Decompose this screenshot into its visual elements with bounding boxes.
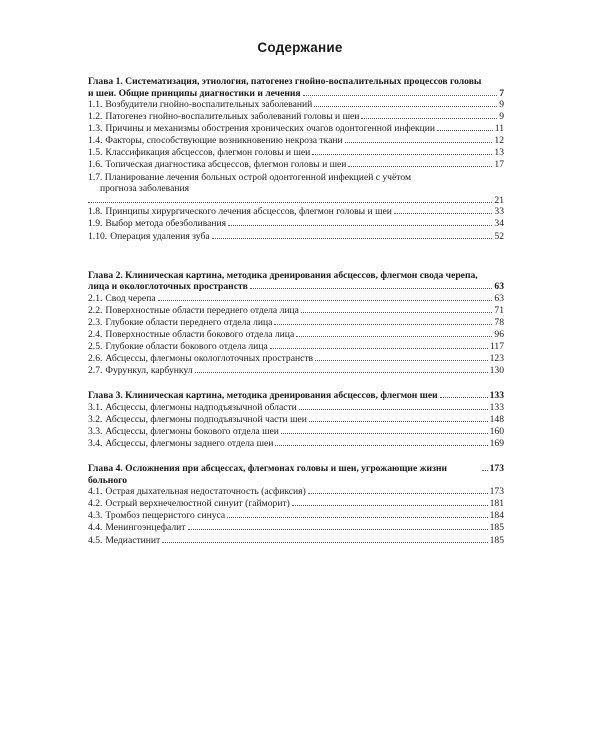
- entry-label: Планирование лечения больных острой одонтогенной инфекцией с учётом: [104, 171, 412, 183]
- entry-page-number: 17: [494, 159, 504, 171]
- toc-entry[interactable]: [88, 231, 504, 243]
- entry-page-number: 169: [489, 438, 504, 450]
- entry-label: Медиастинит: [105, 534, 161, 546]
- entry-number: 1.3.: [88, 123, 103, 135]
- chapter-heading-line1: Глава 3. Клиническая картина, методика дренирования абсцессов, флегмон шеи: [88, 390, 438, 402]
- chapter-page-number: 7: [499, 87, 504, 99]
- entry-page-number: 33: [494, 206, 504, 218]
- entry-label: Классификация абсцессов, флегмон головы и шеи: [105, 147, 311, 159]
- entry-number: 1.4.: [88, 135, 103, 147]
- dot-leader: [274, 323, 492, 325]
- entry-number: 1.2.: [88, 111, 103, 123]
- chapter-heading-line1: Глава 1. Систематизация, этиология, патогенез гнойно-воспалительных процессов головы: [88, 76, 482, 87]
- entry-number: 3.2.: [88, 413, 103, 425]
- entry-page-number: 34: [494, 218, 504, 230]
- dot-leader: [348, 165, 492, 167]
- toc-entry[interactable]: [88, 402, 504, 414]
- entry-number: 1.5.: [88, 147, 103, 159]
- entry-page-number: 63: [494, 292, 504, 304]
- dot-leader: [394, 212, 493, 214]
- entry-label: Патогенез гнойно-воспалительных заболеваний головы и шеи: [105, 111, 360, 123]
- entry-number: 2.5.: [88, 341, 103, 352]
- page-title: Содержание: [257, 40, 343, 55]
- entry-number: 1.6.: [88, 159, 103, 171]
- chapter-3: [88, 390, 504, 450]
- toc-entry[interactable]: [88, 147, 504, 159]
- entry-page-number: 123: [489, 353, 504, 365]
- toc-entry[interactable]: [88, 498, 504, 510]
- entry-number: 1.9.: [88, 218, 103, 230]
- entry-page-number: 160: [489, 425, 504, 437]
- chapter-heading-line1: Глава 2. Клиническая картина, методика дренирования абсцессов, флегмон свода черепа,: [88, 269, 478, 281]
- entry-page-number: 133: [489, 401, 504, 413]
- entry-number: 3.1.: [88, 401, 103, 413]
- toc-entry[interactable]: [88, 535, 504, 547]
- entry-label: Поверхностные области переднего отдела лица: [105, 304, 299, 316]
- entry-label: Выбор метода обезболивания: [105, 218, 227, 230]
- dot-leader: [345, 141, 493, 143]
- dot-leader: [158, 299, 493, 301]
- entry-number: 1.1.: [88, 99, 103, 110]
- toc-entry[interactable]: [88, 206, 504, 218]
- entry-label: Абсцессы, флегмоны бокового отдела шеи: [105, 425, 279, 437]
- entry-label-continuation: прогноза заболевания: [100, 183, 190, 195]
- toc-entry[interactable]: [88, 486, 504, 498]
- entry-number: 4.4.: [88, 522, 103, 534]
- toc-entry[interactable]: [88, 365, 504, 377]
- entry-page-number: 173: [489, 486, 504, 498]
- entry-label: Острый верхнечелюстной синуит (гайморит): [105, 498, 290, 510]
- dot-leader: [250, 287, 493, 289]
- entry-number: 2.2.: [88, 304, 103, 316]
- dot-leader: [227, 516, 487, 518]
- toc-entry[interactable]: [88, 329, 504, 341]
- dot-leader: [303, 94, 498, 96]
- table-of-contents: [88, 76, 504, 560]
- entry-number: 2.6.: [88, 353, 103, 365]
- dot-leader: [275, 444, 487, 446]
- entry-label: Абсцессы, флегмоны надподъязычной области: [105, 401, 297, 413]
- toc-entry[interactable]: [88, 111, 504, 123]
- entry-page-number: 148: [489, 413, 504, 425]
- entry-number: 3.3.: [88, 425, 103, 437]
- chapter-page-number: 63: [494, 281, 504, 293]
- chapter-heading-line2: и шеи. Общие принципы диагностики и лечения: [88, 87, 301, 99]
- toc-entry[interactable]: [88, 317, 504, 329]
- entry-number: 4.2.: [88, 498, 103, 510]
- toc-entry[interactable]: [88, 99, 504, 111]
- toc-entry[interactable]: [88, 123, 504, 135]
- toc-entry[interactable]: [88, 522, 504, 534]
- entry-page-number: 12: [494, 135, 504, 147]
- dot-leader: [482, 469, 488, 471]
- chapter-1: [88, 76, 504, 243]
- chapter-heading[interactable]: [88, 390, 504, 402]
- entry-label: Тромбоз пещеристого синуса: [105, 510, 226, 522]
- entry-label: Острая дыхательная недостаточность (асфиксия): [105, 486, 306, 498]
- toc-entry[interactable]: [88, 510, 504, 522]
- entry-page-number: 185: [489, 534, 504, 546]
- toc-entry[interactable]: [88, 414, 504, 426]
- dot-leader: [188, 528, 488, 530]
- dot-leader: [212, 237, 493, 239]
- toc-entry[interactable]: [88, 172, 504, 207]
- dot-leader: [361, 117, 497, 119]
- dot-leader: [228, 224, 492, 226]
- entry-page-number: 52: [494, 230, 504, 242]
- dot-leader: [437, 129, 493, 131]
- toc-entry[interactable]: [88, 438, 504, 450]
- toc-entry[interactable]: [88, 159, 504, 171]
- chapter-heading[interactable]: [88, 270, 504, 293]
- entry-page-number: 184: [489, 510, 504, 522]
- entry-label: Операция удаления зуба: [110, 230, 210, 242]
- entry-number: 1.10.: [88, 230, 108, 242]
- chapter-4: [88, 463, 504, 546]
- dot-leader: [308, 492, 488, 494]
- entry-label: Факторы, способствующие возникновению некроза ткани: [105, 135, 343, 147]
- entry-label: Менингоэнцефалит: [105, 522, 186, 534]
- entry-label: Абсцессы, флегмоны окологлоточных пространств: [105, 353, 314, 365]
- entry-number: 4.5.: [88, 534, 103, 546]
- toc-entry[interactable]: [88, 135, 504, 147]
- chapter-page-number: 133: [489, 390, 504, 402]
- toc-entry[interactable]: [88, 305, 504, 317]
- chapter-2: [88, 270, 504, 378]
- entry-label: Абсцессы, флегмоны заднего отдела шеи: [105, 438, 274, 450]
- entry-label: Причины и механизмы обострения хронических очагов одонтогенной инфекции: [105, 123, 436, 135]
- chapter-page-number: 173: [489, 463, 504, 475]
- entry-number: 1.8.: [88, 206, 103, 218]
- dot-leader: [299, 408, 488, 410]
- toc-entry[interactable]: [88, 341, 504, 353]
- entry-page-number: 21: [494, 194, 504, 206]
- entry-page-number: 11: [494, 123, 504, 135]
- dot-leader: [162, 541, 487, 543]
- toc-entry[interactable]: [88, 353, 504, 365]
- entry-page-number: 13: [494, 147, 504, 159]
- entry-page-number: 130: [489, 365, 504, 377]
- toc-entry[interactable]: [88, 426, 504, 438]
- entry-number: 2.3.: [88, 316, 103, 328]
- entry-number: 1.7.: [88, 171, 103, 183]
- entry-number: 4.1.: [88, 486, 103, 498]
- entry-page-number: 71: [494, 304, 504, 316]
- dot-leader: [440, 396, 488, 398]
- entry-label: Поверхностные области бокового отдела лица: [105, 328, 295, 340]
- entry-label: Глубокие области бокового отдела лица: [105, 341, 268, 352]
- entry-page-number: 9: [499, 111, 504, 123]
- dot-leader: [88, 201, 492, 203]
- entry-label: Возбудители гнойно-воспалительных заболеваний: [105, 99, 313, 110]
- dot-leader: [296, 335, 492, 337]
- toc-entry[interactable]: [88, 218, 504, 230]
- entry-page-number: 117: [489, 341, 504, 352]
- chapter-heading-line1: Глава 4. Осложнения при абсцессах, флегмонах головы и шеи, угрожающие жизни больного: [88, 463, 447, 486]
- dot-leader: [312, 153, 492, 155]
- entry-number: 2.7.: [88, 365, 103, 377]
- chapter-heading-line2: лица и окологлоточных пространств: [88, 281, 248, 293]
- entry-label: Свод черепа: [105, 292, 156, 304]
- entry-number: 2.1.: [88, 292, 103, 304]
- entry-page-number: 185: [489, 522, 504, 534]
- entry-page-number: 9: [499, 99, 504, 110]
- entry-page-number: 181: [489, 498, 504, 510]
- entry-page-number: 96: [494, 328, 504, 340]
- dot-leader: [270, 347, 488, 349]
- dot-leader: [301, 311, 493, 313]
- dot-leader: [309, 420, 488, 422]
- dot-leader: [315, 359, 488, 361]
- entry-label: Абсцессы, флегмоны подподъязычной части шеи: [105, 413, 307, 425]
- entry-number: 3.4.: [88, 438, 103, 450]
- entry-number: 2.4.: [88, 328, 103, 340]
- entry-label: Принципы хирургического лечения абсцессов, флегмон головы и шеи: [105, 206, 392, 218]
- dot-leader: [195, 371, 488, 373]
- toc-entry[interactable]: [88, 293, 504, 305]
- entry-label: Топическая диагностика абсцессов, флегмон головы и шеи: [105, 159, 347, 171]
- chapter-heading[interactable]: [88, 463, 504, 486]
- dot-leader: [292, 504, 488, 506]
- dot-leader: [281, 432, 488, 434]
- dot-leader: [314, 105, 497, 107]
- entry-number: 4.3.: [88, 510, 103, 522]
- entry-label: Фурункул, карбункул: [105, 365, 193, 377]
- entry-label: Глубокие области переднего отдела лица: [105, 316, 273, 328]
- chapter-heading[interactable]: [88, 76, 504, 99]
- entry-page-number: 78: [494, 316, 504, 328]
